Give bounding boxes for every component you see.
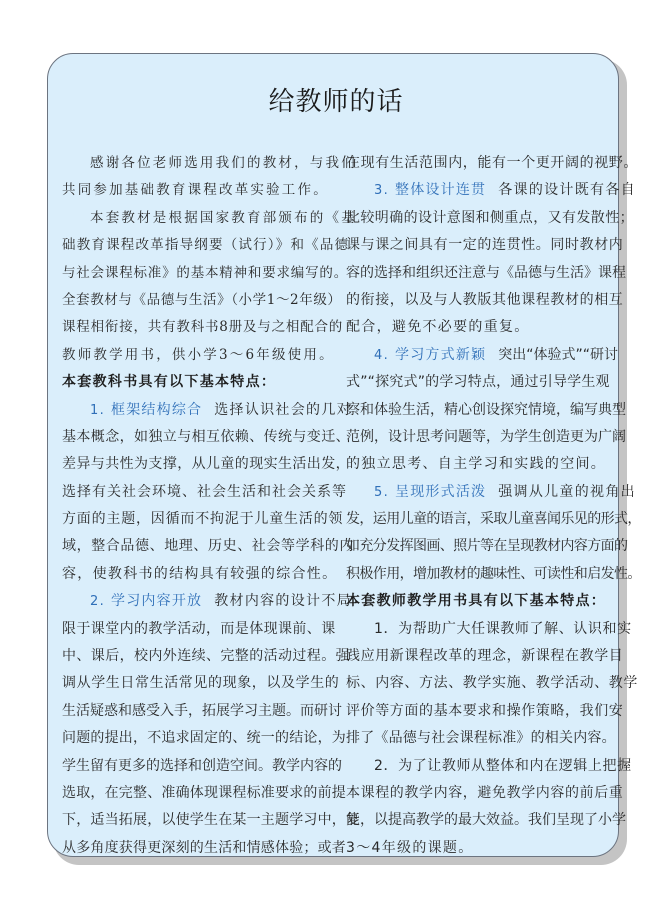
feature-heading: 呈现形式活泼	[395, 483, 487, 500]
feature-line: 范例，设计思考问题等，为学生创造更为广阔	[346, 428, 626, 445]
feature-line: 调从学生日常生活常见的现象，以及学生的	[62, 675, 340, 692]
feature-line: 的衔接，以及与人教版其他课程教材的相互	[346, 291, 624, 308]
intro-line: 本套教材是根据国家教育部颁布的《基	[90, 209, 357, 226]
feature-2	[62, 588, 352, 615]
feature-line: 配合，避免不必要的重复。	[346, 319, 530, 336]
feature-heading: 整体设计连贯	[395, 182, 487, 199]
intro-line: 教师教学用书，供小学3～6年级使用。	[62, 346, 335, 363]
feature-line: 问题的提出，不追求固定的、统一的结论，为	[62, 730, 346, 747]
intro-line: 与社会课程标准》的基本精神和要求编写的。	[62, 264, 348, 281]
guide-point-line: 评价等方面的基本要求和操作策略，我们安	[346, 702, 624, 719]
guide-point-line: 1．为帮助广大任课教师了解、认识和实	[374, 620, 632, 637]
feature-text: 教材内容的设计不局	[214, 593, 352, 610]
feature-line: 限于课堂内的教学活动，而是体现课前、课	[62, 620, 336, 637]
feature-line: 生活疑惑和感受入手，拓展学习主题。而研讨	[62, 702, 342, 719]
feature-line: 式”“探究式”的学习特点，通过引导学生观	[346, 374, 610, 391]
feature-text: 强调从儿童的视角出	[498, 483, 636, 500]
page-title: 给教师的话	[268, 87, 404, 117]
feature-line: 学生留有更多的选择和创造空间。教学内容的	[62, 757, 342, 774]
feature-line: 选取，在完整、准确体现课程标准要求的前提	[62, 784, 346, 801]
left-column	[62, 150, 361, 862]
features-intro: 本套教科书具有以下基本特点：	[62, 374, 277, 391]
feature-text: 各课的设计既有各自	[498, 182, 636, 199]
guide-point-line: 标、内容、方法、教学实施、教学活动、教学	[346, 675, 638, 692]
guide-point-line: 本课程的教学内容，避免教学内容的前后重	[346, 784, 624, 801]
feature-1	[62, 397, 352, 424]
guide-point-line: 3～4年级的课题。	[346, 839, 474, 856]
intro-line: 共同参加基础教育课程改革实验工作。	[62, 182, 329, 199]
guide-point-line: 2．为了让教师从整体和内在逻辑上把握	[374, 757, 632, 774]
feature-heading: 框架结构综合	[111, 401, 203, 418]
feature-4	[346, 342, 627, 369]
feature-line: 比较明确的设计意图和侧重点，又有发散性；	[346, 209, 634, 226]
guide-point-line: 排了《品德与社会课程标准》的相关内容。	[346, 730, 616, 747]
feature-number: 4.	[374, 347, 390, 363]
feature-number: 5.	[374, 484, 390, 500]
feature-line: 从多角度获得更深刻的生活和情感体验；或者	[62, 839, 346, 856]
feature-line: 容的选择和组织还注意与《品德与生活》课程	[346, 264, 626, 281]
feature-line: 方面的主题，因循而不拘泥于儿童生活的领	[62, 511, 344, 528]
feature-line: 发，运用儿童的语言，采取儿童喜闻乐见的形式，	[346, 511, 641, 528]
intro-line: 课程相衔接，共有教科书8册及与之相配合的	[62, 319, 344, 336]
feature-line: 课与课之间具有一定的连贯性。同时教材内	[346, 237, 624, 254]
feature-number: 1.	[90, 402, 106, 418]
guide-features-intro: 本套教师教学用书具有以下基本特点：	[346, 593, 607, 610]
feature-line: 的独立思考、自主学习和实践的空间。	[346, 456, 607, 473]
feature-line: 选择有关社会环境、社会生活和社会关系等	[62, 483, 347, 500]
feature-line: 察和体验生活，精心创设探究情境，编写典型	[346, 401, 626, 418]
feature-heading: 学习方式新颖	[395, 346, 487, 363]
continuation-line: 在现有生活范围内，能有一个更开阔的视野。	[346, 155, 638, 171]
feature-5	[346, 479, 636, 506]
feature-line: 容，使教科书的结构具有较强的综合性。	[62, 565, 338, 582]
feature-line: 差异与共性为支撑，从儿童的现实生活出发，	[62, 456, 350, 473]
feature-line: 积极作用，增加教材的趣味性、可读性和启发性。	[346, 565, 641, 582]
feature-3	[346, 177, 636, 204]
intro-line: 全套教材与《品德与生活》（小学1～2年级）	[62, 291, 342, 308]
feature-number: 2.	[90, 594, 106, 610]
feature-line: 域，整合品德、地理、历史、社会等学科的内	[62, 538, 354, 555]
intro-line: 础教育课程改革指导纲要（试行）》和《品德	[62, 237, 350, 254]
guide-point-line: 复，以提高教学的最大效益。我们呈现了小学	[346, 812, 626, 829]
feature-line: 如充分发挥图画、照片等在呈现教材内容方面的	[346, 538, 628, 555]
feature-text: 突出“体验式”“研讨	[498, 346, 618, 363]
guide-point-line: 践应用新课程改革的理念，新课程在教学目	[346, 648, 624, 665]
feature-heading: 学习内容开放	[111, 593, 203, 610]
feature-line: 下，适当拓展，以使学生在某一主题学习中，能	[62, 812, 361, 829]
feature-text: 选择认识社会的几对	[214, 401, 352, 418]
intro-line: 感谢各位老师选用我们的教材，与我们	[90, 155, 357, 171]
feature-line: 中、课后，校内外连续、完整的活动过程。强	[62, 648, 350, 665]
right-column	[346, 150, 641, 862]
feature-line: 基本概念，如独立与相互依赖、传统与变迁、	[62, 428, 350, 445]
feature-number: 3.	[374, 183, 390, 199]
